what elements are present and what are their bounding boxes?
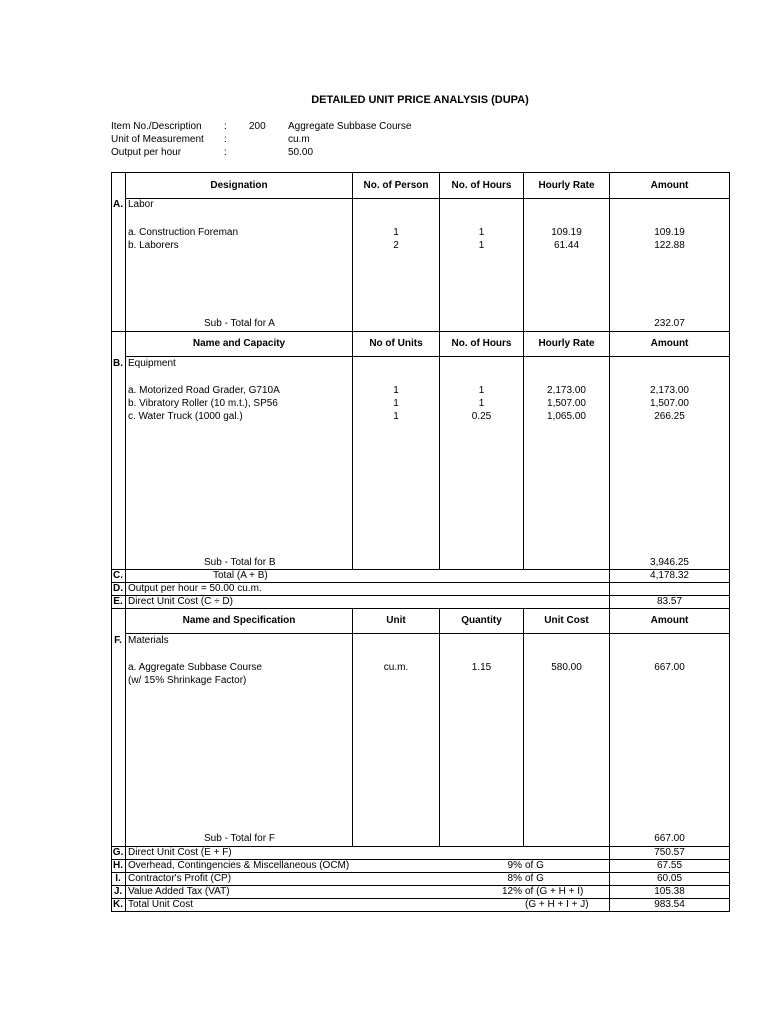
row-rate: 2,173.00	[547, 385, 586, 396]
summary-value: 67.55	[656, 860, 683, 871]
row-qty: 2	[393, 240, 399, 251]
labor-subtotal-label: Sub - Total for A	[204, 318, 275, 329]
equip-col-units: No of Units	[369, 338, 423, 349]
labor-subtotal: 232.07	[654, 318, 685, 329]
row-rate: 1,507.00	[547, 398, 586, 409]
summary-label: Direct Unit Cost (E + F)	[128, 847, 232, 858]
row-cost: 580.00	[551, 662, 582, 673]
mat-col-qty: Quantity	[461, 615, 502, 626]
summary-letter: I.	[115, 873, 121, 884]
row-unit: cu.m.	[383, 662, 409, 673]
page-title: DETAILED UNIT PRICE ANALYSIS (DUPA)	[311, 94, 529, 106]
summary-letter: K.	[113, 899, 123, 910]
row-amount: 266.25	[654, 411, 685, 422]
summary-value: 983.54	[654, 899, 685, 910]
output-label: Output per hour	[111, 147, 182, 158]
item-desc: Aggregate Subbase Course	[288, 121, 412, 132]
summary-pct: 8%	[507, 873, 522, 884]
e-letter: E.	[113, 596, 123, 607]
item-no: 200	[249, 121, 266, 132]
labor-col-rate: Hourly Rate	[538, 180, 595, 191]
summary-pct: 9%	[507, 860, 522, 871]
output-value: 50.00	[288, 147, 314, 158]
labor-col-designation: Designation	[210, 180, 268, 191]
mat-col-amount: Amount	[650, 615, 689, 626]
unit-value: cu.m	[288, 134, 310, 145]
summary-label: Contractor's Profit (CP)	[128, 873, 232, 884]
row-desc: a. Motorized Road Grader, G710A	[128, 385, 280, 396]
row-desc: b. Laborers	[128, 240, 179, 251]
row-hours: 1	[478, 240, 485, 251]
d-label: Output per hour = 50.00 cu.m.	[128, 583, 262, 594]
unit-sep: :	[224, 134, 227, 145]
row-amount: 122.88	[654, 240, 685, 251]
mat-col-unit: Unit	[386, 615, 406, 626]
row-amount: 667.00	[654, 662, 685, 673]
equip-col-amount: Amount	[650, 338, 689, 349]
row-rate: 61.44	[553, 240, 580, 251]
row-hours: 1	[478, 385, 485, 396]
d-letter: D.	[113, 583, 123, 594]
mat-col-cost: Unit Cost	[544, 615, 589, 626]
mat-letter: F.	[114, 635, 122, 646]
row-qty: 1	[393, 398, 399, 409]
row-amount: 109.19	[654, 227, 685, 238]
row-desc: a. Construction Foreman	[128, 227, 239, 238]
summary-label: Overhead, Contingencies & Miscellaneous (OCM)	[128, 860, 350, 871]
item-sep: :	[224, 121, 227, 132]
mat-col-name: Name and Specification	[182, 615, 296, 626]
summary-letter: H.	[113, 860, 123, 871]
labor-col-hours: No. of Hours	[451, 180, 512, 191]
summary-of: of (G + H + I)	[525, 886, 584, 897]
row-hours: 1	[478, 398, 485, 409]
unit-label: Unit of Measurement	[111, 134, 204, 145]
summary-pct: 12%	[501, 886, 522, 897]
summary-value: 60.05	[656, 873, 683, 884]
equip-col-name: Name and Capacity	[192, 338, 286, 349]
mat-subtotal-label: Sub - Total for F	[204, 833, 275, 844]
row-rate: 1,065.00	[547, 411, 586, 422]
summary-label: Total Unit Cost	[128, 899, 194, 910]
e-label: Direct Unit Cost (C ÷ D)	[128, 596, 233, 607]
equip-subtotal: 3,946.25	[650, 557, 689, 568]
row-qty: 1	[393, 385, 399, 396]
summary-letter: J.	[113, 886, 123, 897]
labor-name: Labor	[128, 199, 154, 210]
row-desc: c. Water Truck (1000 gal.)	[128, 411, 243, 422]
summary-of: (G + H + I + J)	[525, 899, 589, 910]
mat-subtotal: 667.00	[654, 833, 685, 844]
equip-col-rate: Hourly Rate	[538, 338, 595, 349]
equip-col-hours: No. of Hours	[451, 338, 512, 349]
row-hours: 1	[478, 227, 485, 238]
e-value: 83.57	[656, 596, 683, 607]
c-letter: C.	[113, 570, 123, 581]
item-label: Item No./Description	[111, 121, 202, 132]
summary-label: Value Added Tax (VAT)	[128, 886, 230, 897]
equip-name: Equipment	[128, 358, 176, 369]
mat-name: Materials	[128, 635, 169, 646]
equip-subtotal-label: Sub - Total for B	[204, 557, 276, 568]
summary-of: of G	[525, 860, 544, 871]
row-desc-note: (w/ 15% Shrinkage Factor)	[128, 675, 247, 686]
equip-letter: B.	[113, 358, 123, 369]
row-qty: 1.15	[471, 662, 492, 673]
row-desc: b. Vibratory Roller (10 m.t.), SP56	[128, 398, 278, 409]
c-label: Total (A + B)	[213, 570, 268, 581]
summary-of: of G	[525, 873, 544, 884]
summary-value: 750.57	[654, 847, 685, 858]
row-qty: 1	[393, 411, 399, 422]
labor-col-persons: No. of Person	[363, 180, 429, 191]
labor-letter: A.	[113, 199, 123, 210]
row-qty: 1	[393, 227, 399, 238]
summary-value: 105.38	[654, 886, 685, 897]
row-amount: 1,507.00	[650, 398, 689, 409]
row-desc: a. Aggregate Subbase Course	[128, 662, 262, 673]
labor-col-amount: Amount	[650, 180, 689, 191]
row-amount: 2,173.00	[650, 385, 689, 396]
summary-letter: G.	[112, 847, 124, 858]
output-sep: :	[224, 147, 227, 158]
row-rate: 109.19	[551, 227, 582, 238]
row-hours: 0.25	[471, 411, 492, 422]
c-value: 4,178.32	[650, 570, 689, 581]
